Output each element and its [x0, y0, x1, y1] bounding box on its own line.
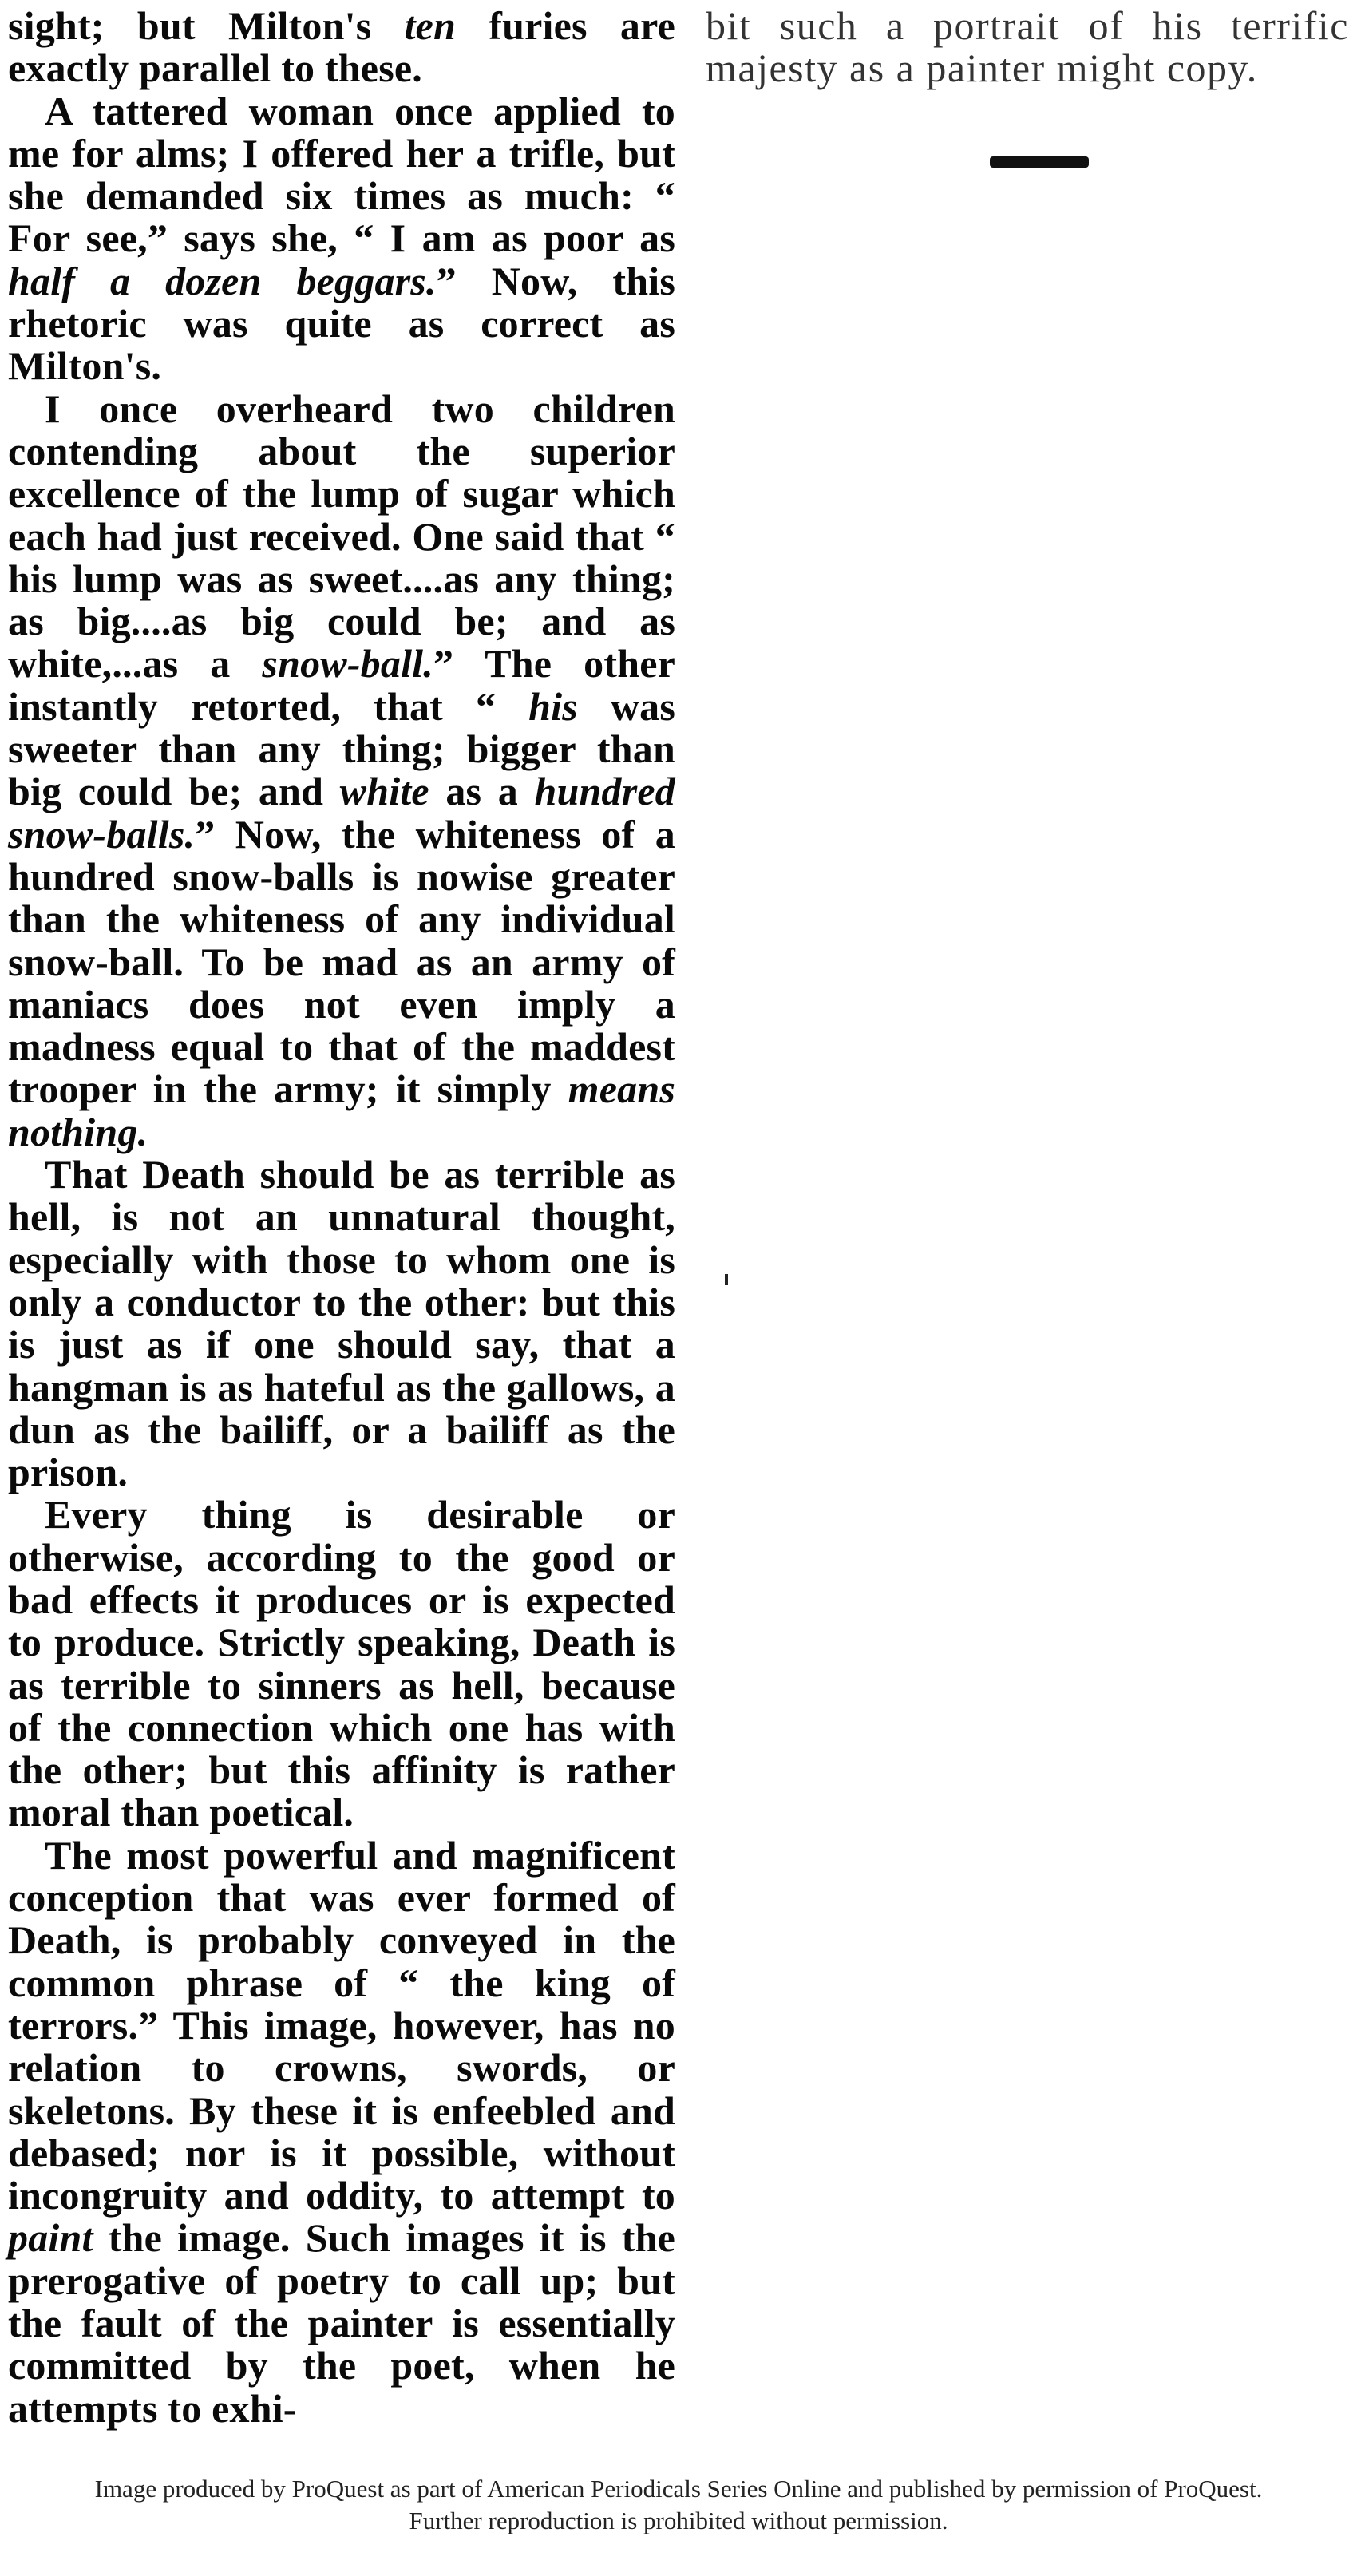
text-run: ” The other instantly retorted, that “: [8, 641, 675, 729]
text-run: sight; but Milton's: [8, 3, 405, 48]
footer-line-2: Further reproduction is prohibited without permission.: [409, 2507, 948, 2534]
text-run: I once overheard two children contending about the superior excellence of the lump of sugar which each had just received. One said that “ his lump was as sweet....as any thing; as big....as big could be; and as white,...as a: [8, 386, 675, 687]
footer-line-1: Image produced by ProQuest as part of American Periodicals Series Online and published by permission of ProQuest.: [94, 2475, 1263, 2503]
paragraph-continuation: bit such a portrait of his terrific majesty as a painter might copy.: [706, 3, 1349, 90]
italic-run: half a dozen beggars.: [8, 258, 437, 303]
paragraph-3: [8, 388, 675, 1153]
italic-run: hundred snow-balls.: [8, 769, 675, 857]
italic-run: means nothing.: [8, 1066, 675, 1154]
text-run: ” Now, this rhetoric was quite as correct as Milton's.: [8, 258, 675, 389]
text-run: ” Now, the whiteness of a hundred snow-balls is nowise greater than the whiteness of any individual snow-ball. To be mad as an army of maniacs does not even imply a madness equal to that of the maddest trooper in the army; it simply: [8, 811, 675, 1112]
proquest-footer: [0, 2473, 1357, 2537]
paragraph-6: [8, 1834, 675, 2430]
italic-run: snow-ball.: [262, 641, 433, 687]
left-column: [8, 5, 675, 2430]
text-run: The most powerful and magnificent conception that was ever formed of Death, is probably conveyed in the common phrase of “ the king of terrors.” This image, however, has no relation to crowns, swords, or skeletons. By these it is enfeebled and debased; nor is it possible, without incongruity and oddity, to attempt to: [8, 1832, 675, 2218]
text-run: as a: [429, 769, 535, 814]
paragraph-4: That Death should be as terrible as hell, is not an unnatural thought, especially with those to whom one is only a conductor to the other: but this is just as if one should say, that a hangman is as hateful as the gallows, a dun as the bailiff, or a bailiff as the prison.: [8, 1152, 675, 1495]
text-run: was sweeter than any thing; bigger than big could be; and: [8, 683, 676, 814]
text-run: the image. Such images it is the prerogative of poetry to call up; but the fault of the painter is essentially committed by the poet, when he attempts to exhi-: [8, 2215, 675, 2431]
paragraph-5: Every thing is desirable or otherwise, according to the good or bad effects it produces or is expected to produce. Strictly speaking, Death is as terrible to sinners as hell, because of the connection which one has with the other; but this affinity is rather moral than poetical.: [8, 1492, 675, 1835]
italic-run: ten: [404, 3, 457, 48]
italic-run: white: [339, 769, 429, 814]
text-run: A tattered woman once applied to me for alms; I offered her a trifle, but she demanded six times as much: “ For see,” says she, “ I am as poor as: [8, 88, 675, 261]
paragraph-2: [8, 90, 675, 388]
italic-run: paint: [8, 2215, 93, 2261]
section-divider-rule: [990, 156, 1089, 168]
italic-run: his: [528, 683, 578, 729]
text-run: furies are exactly parallel to these.: [8, 3, 675, 91]
ink-speck: [725, 1274, 728, 1285]
right-column: [706, 5, 1349, 89]
paragraph-1: [8, 5, 675, 90]
